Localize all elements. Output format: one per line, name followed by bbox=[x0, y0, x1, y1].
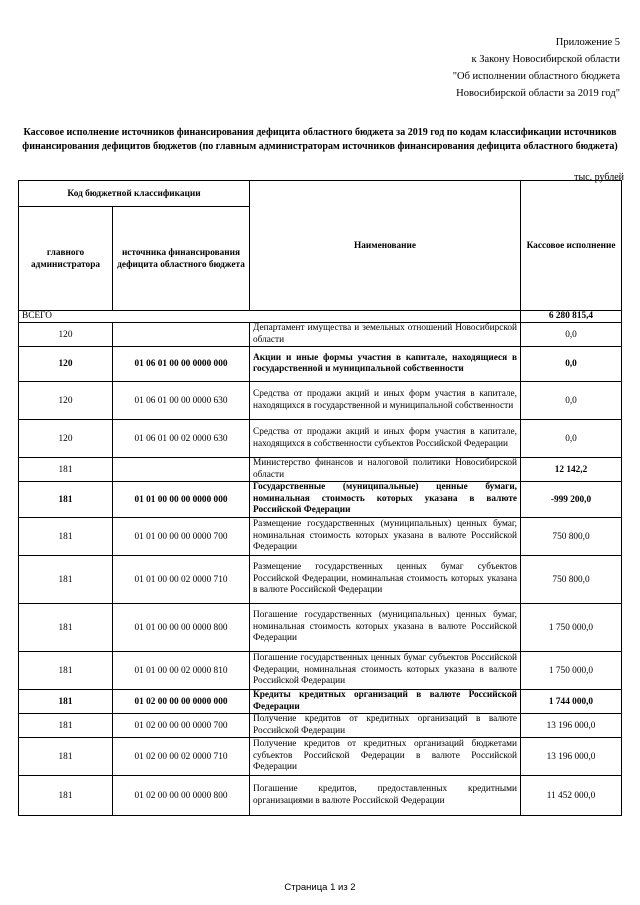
appendix-note bbox=[453, 34, 620, 102]
table-row bbox=[19, 347, 622, 382]
cell-amount: 1 750 000,0 bbox=[521, 604, 622, 652]
cell-name: Получение кредитов от кредитных организаций в валюте Российской Федерации bbox=[250, 714, 521, 738]
cell-source-code: 01 06 01 00 00 0000 630 bbox=[113, 382, 250, 420]
cell-source-code: 01 02 00 00 00 0000 000 bbox=[113, 690, 250, 714]
cell-admin-code: 181 bbox=[19, 518, 113, 556]
table-row bbox=[19, 738, 622, 776]
header-admin: главного администратора bbox=[19, 207, 113, 311]
cell-amount: 0,0 bbox=[521, 323, 622, 347]
cell-admin-code: 181 bbox=[19, 652, 113, 690]
table-body bbox=[19, 311, 622, 816]
header-name: Наименование bbox=[250, 181, 521, 311]
cell-name: Размещение государственных ценных бумаг субъектов Российской Федерации, номинальная стоимость которых указана в валюте Российской Федерации bbox=[250, 556, 521, 604]
table-row bbox=[19, 604, 622, 652]
appendix-line-2: к Закону Новосибирской области bbox=[471, 54, 620, 65]
cell-source-code: 01 02 00 00 00 0000 700 bbox=[113, 714, 250, 738]
cell-name: Погашение кредитов, предоставленных кредитными организациями в валюте Российской Федерации bbox=[250, 776, 521, 816]
table-row bbox=[19, 690, 622, 714]
cell-name: Погашение государственных ценных бумаг субъектов Российской Федерации, номинальная стоимость которых указана в валюте Российской Федерации bbox=[250, 652, 521, 690]
cell-name: Кредиты кредитных организаций в валюте Российской Федерации bbox=[250, 690, 521, 714]
cell-name: Государственные (муниципальные) ценные бумаги, номинальная стоимость которых указана в валюте Российской Федерации bbox=[250, 482, 521, 518]
cell-name: Средства от продажи акций и иных форм участия в капитале, находящихся в государственной и муниципальной собственности bbox=[250, 382, 521, 420]
cell-source-code: 01 01 00 00 00 0000 800 bbox=[113, 604, 250, 652]
cell-admin-code: 181 bbox=[19, 714, 113, 738]
cell-name: Министерство финансов и налоговой политики Новосибирской области bbox=[250, 458, 521, 482]
cell-amount: 1 744 000,0 bbox=[521, 690, 622, 714]
cell-source-code: 01 01 00 00 02 0000 710 bbox=[113, 556, 250, 604]
appendix-line-1: Приложение 5 bbox=[555, 37, 620, 48]
total-amount: 6 280 815,4 bbox=[521, 311, 622, 323]
cell-source-code bbox=[113, 323, 250, 347]
table-row bbox=[19, 482, 622, 518]
budget-table bbox=[18, 180, 622, 816]
cell-admin-code: 181 bbox=[19, 690, 113, 714]
units-label: тыс. рублей bbox=[574, 172, 624, 183]
cell-amount: 11 452 000,0 bbox=[521, 776, 622, 816]
cell-admin-code: 120 bbox=[19, 382, 113, 420]
total-row bbox=[19, 311, 622, 323]
document-title: Кассовое исполнение источников финансирования дефицита областного бюджета за 2019 год по кодам классификации источников финансирования дефицитов бюджетов (по главным администраторам источников финансирования дефицита областного бюджета) bbox=[22, 127, 618, 152]
table-row bbox=[19, 420, 622, 458]
table-row bbox=[19, 652, 622, 690]
cell-amount: 0,0 bbox=[521, 420, 622, 458]
cell-admin-code: 181 bbox=[19, 458, 113, 482]
cell-name: Получение кредитов от кредитных организаций бюджетами субъектов Российской Федерации в валюте Российской Федерации bbox=[250, 738, 521, 776]
cell-source-code: 01 01 00 00 00 0000 000 bbox=[113, 482, 250, 518]
cell-amount: 0,0 bbox=[521, 382, 622, 420]
cell-admin-code: 181 bbox=[19, 556, 113, 604]
header-amount: Кассовое исполнение bbox=[521, 181, 622, 311]
table-row bbox=[19, 714, 622, 738]
cell-amount: 750 800,0 bbox=[521, 518, 622, 556]
cell-name: Размещение государственных (муниципальных) ценных бумаг, номинальная стоимость которых указана в валюте Российской Федерации bbox=[250, 518, 521, 556]
header-code-group: Код бюджетной классификации bbox=[19, 181, 250, 207]
cell-name: Средства от продажи акций и иных форм участия в капитале, находящихся в собственности субъектов Российской Федерации bbox=[250, 420, 521, 458]
cell-name: Акции и иные формы участия в капитале, находящиеся в государственной и муниципальной собственности bbox=[250, 347, 521, 382]
cell-amount: 12 142,2 bbox=[521, 458, 622, 482]
cell-amount: 750 800,0 bbox=[521, 556, 622, 604]
cell-source-code: 01 06 01 00 00 0000 000 bbox=[113, 347, 250, 382]
cell-admin-code: 120 bbox=[19, 420, 113, 458]
table-row bbox=[19, 382, 622, 420]
cell-amount: -999 200,0 bbox=[521, 482, 622, 518]
cell-source-code: 01 01 00 00 00 0000 700 bbox=[113, 518, 250, 556]
table-row bbox=[19, 776, 622, 816]
cell-admin-code: 181 bbox=[19, 776, 113, 816]
table-row bbox=[19, 323, 622, 347]
cell-name: Погашение государственных (муниципальных) ценных бумаг, номинальная стоимость которых указана в валюте Российской Федерации bbox=[250, 604, 521, 652]
appendix-line-3: "Об исполнении областного бюджета bbox=[452, 71, 620, 82]
table-row bbox=[19, 458, 622, 482]
header-source: источника финансирования дефицита областного бюджета bbox=[113, 207, 250, 311]
page-footer: Страница 1 из 2 bbox=[284, 882, 356, 893]
cell-source-code bbox=[113, 458, 250, 482]
cell-amount: 1 750 000,0 bbox=[521, 652, 622, 690]
table-row bbox=[19, 556, 622, 604]
cell-amount: 0,0 bbox=[521, 347, 622, 382]
cell-amount: 13 196 000,0 bbox=[521, 714, 622, 738]
appendix-line-4: Новосибирской области за 2019 год" bbox=[456, 88, 620, 99]
cell-admin-code: 181 bbox=[19, 482, 113, 518]
cell-admin-code: 181 bbox=[19, 604, 113, 652]
table-row bbox=[19, 518, 622, 556]
cell-name: Департамент имущества и земельных отношений Новосибирской области bbox=[250, 323, 521, 347]
cell-admin-code: 181 bbox=[19, 738, 113, 776]
cell-admin-code: 120 bbox=[19, 323, 113, 347]
cell-source-code: 01 02 00 00 02 0000 710 bbox=[113, 738, 250, 776]
cell-source-code: 01 02 00 00 00 0000 800 bbox=[113, 776, 250, 816]
total-label: ВСЕГО bbox=[19, 311, 521, 323]
cell-amount: 13 196 000,0 bbox=[521, 738, 622, 776]
cell-source-code: 01 01 00 00 02 0000 810 bbox=[113, 652, 250, 690]
cell-source-code: 01 06 01 00 02 0000 630 bbox=[113, 420, 250, 458]
cell-admin-code: 120 bbox=[19, 347, 113, 382]
